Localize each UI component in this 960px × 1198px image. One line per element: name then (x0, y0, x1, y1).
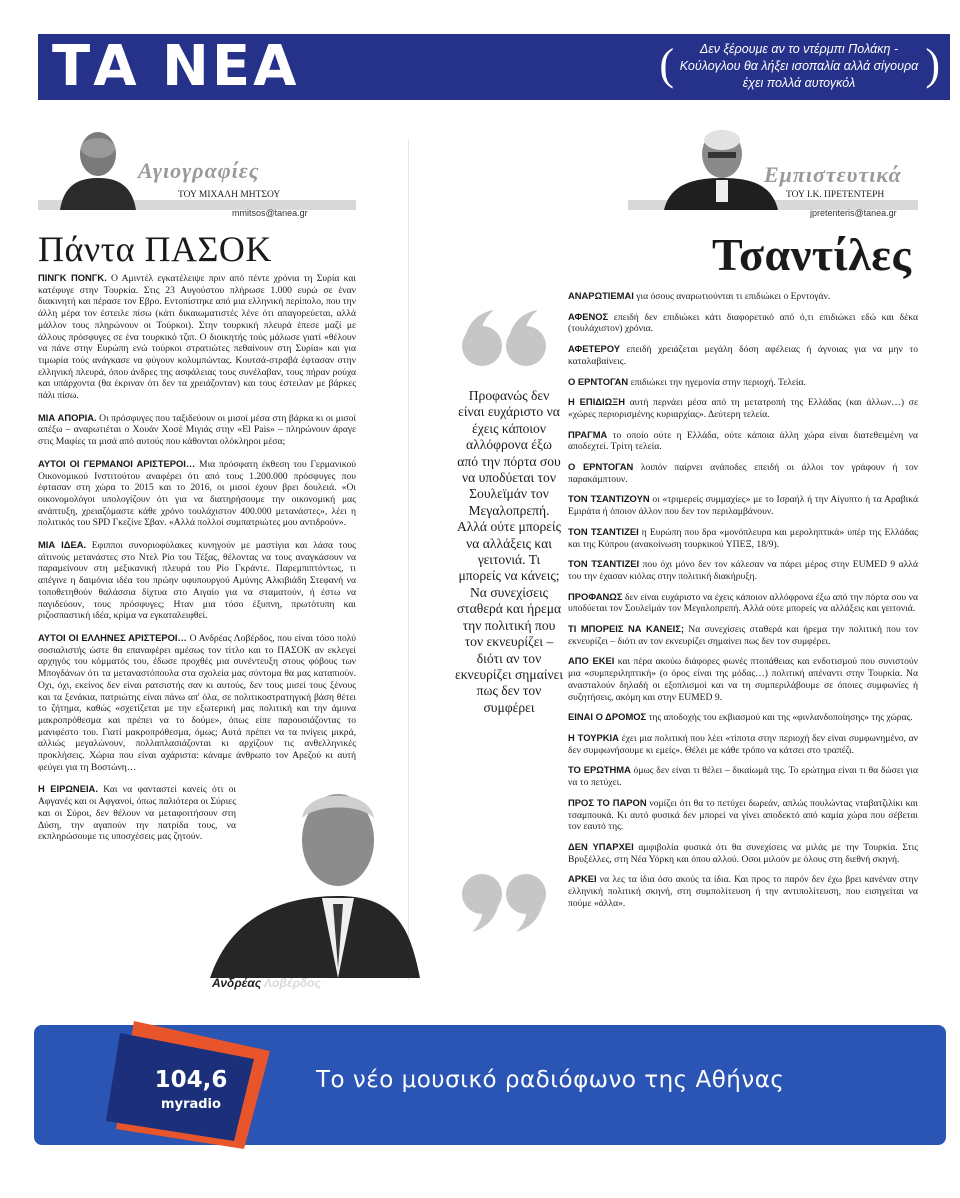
politician-photo (210, 778, 420, 978)
paragraph-text: που όχι μόνο δεν τον κάλεσαν να πάρει μέρος στην EUMED 9 αλλά του την έχασαν κιόλας στην πολιτική διακήρυξη. (568, 559, 918, 582)
right-paragraph (568, 764, 918, 788)
left-paragraph (38, 412, 356, 448)
paragraph-text: αυτή περνάει μέσα από τη μετατροπή της Ελλάδας (και άλλων…) σε «χώρες περιορισμένης κυριαρχίας». Δεύτερη τελεία. (568, 397, 918, 420)
right-paragraph (568, 732, 918, 756)
radio-frequency: 104,6 (154, 1067, 228, 1093)
radio-brand: myradio (161, 1097, 221, 1112)
paragraph-lead: ΔΕΝ ΥΠΑΡΧΕΙ (568, 840, 634, 852)
paragraph-text: και πέρα ακούω διάφορες φωνές πτοπάθειας και ενδοτισμού που συνιστούν μια «συμπεριληπτική» (ο όρος είναι της μόδας…) πολιτική απέναντι στην Τουρκία. Να ανασταλούν δηλαδή οι εξοπλισμοί και να τη συμπεριλάβουμε σε όποιες συμφωνίες ή συζητήσεις, ακόμη και στην EUMED 9. (568, 656, 918, 703)
paragraph-lead: Η ΕΙΡΩΝΕΙΑ. (38, 783, 98, 795)
paragraph-lead: ΑΥΤΟΙ ΟΙ ΓΕΡΜΑΝΟΙ ΑΡΙΣΤΕΡΟΙ… (38, 457, 196, 469)
paragraph-lead: ΑΠΟ ΕΚΕΙ (568, 655, 615, 667)
paragraph-lead: ΠΙΝΓΚ ΠΟΝΓΚ. (38, 272, 107, 283)
paragraph-text: Ο Ανδρέας Λοβέρδος, που είναι τόσο πολύ σοσιαλιστής ώστε θα επαναφέρει αμέσως τον τίτλο και το ΠΑΣΟΚ αν εκλεγεί αρχηγός του κόμματός του, έδωσε προχθές μια συνέντευξη στους φόβους των Μπογδάνων ότι τα μεταναστόπουλα στα σχολεία μας σύντομα θα μας καταπιούν. Οχι, όχι, εκείνος δεν είναι ρατσιστής σαν κι αυτούς, δεν τους μισεί τους ξένους και τα ξενάκια, πατριώτης είναι πάνω απ' όλα, σε πολιτικοστρατηγική βάση θέτει το ζήτημα, καθώς «σχετίζεται με την εξωτερική μας πολιτική και την άμυνα μακροπρόθεσμα και πρέπει να το δούμε», όπως είπε παρουσιάζοντας το μανιφέστο του. Γιατί μακροπρόθεσμα, όμως; Αυτά πρέπει να τα πνίγεις μικρά, αλλιώς μεγαλώνουν, πολλαπλασιάζονται κι αρχίζουν τις ανθελληνικές προκλήσεις. Χώρια που είναι αχάριστα: κάναμε άνθρωπο τον Αρεζού κι αυτή φεύγει για τη Βοστώνη… (38, 632, 356, 773)
masthead-tagline: Δεν ξέρουμε αν το ντέρμπι Πολάκη - Κούλογλου θα λήξει ισοπαλία αλλά σίγουρα έχει πολλά αυτογκόλ (679, 42, 919, 90)
caption-last-name: Λοβέρδος (264, 976, 321, 990)
paragraph-lead: ΑΝΑΡΩΤΙΕΜΑΙ (568, 290, 634, 301)
paragraph-text: το οποίο ούτε η Ελλάδα, ούτε κάποια άλλη χώρα είναι διατεθειμένη να αποδεχτεί. Τρίτη τελεία. (568, 429, 918, 453)
paragraph-text: Μια πρόσφατη έκθεση του Γερμανικού Οικονομικού Ινστιτούτου αναφέρει ότι από τους 1.200.000 πρόσφυγες που έφτασαν στη χώρα το 2015 και το 2016, οι μισοί έχουν βρει δουλειά. «Οι οικονομολόγοι υπολογίζουν ότι για να διατηρήσουμε την οικονομική μας ανάπτυξη, χρειαζόμαστε κάθε χρόνο τουλάχιστον 400.000 μετανάστες», λέει η πολιτικός του SPD Γκεζίνε Σβαν. «Αλλά πολλοί συμπατριώτες μου αντιδρούν». (38, 458, 356, 529)
right-paragraph (568, 343, 918, 367)
left-paragraph (38, 539, 356, 622)
right-article-body (568, 290, 918, 917)
right-paragraph (568, 873, 918, 909)
paragraph-lead: ΠΡΟΦΑΝΩΣ (568, 590, 623, 602)
right-paragraph (568, 429, 918, 453)
paragraph-lead: ΑΦΕΝΟΣ (568, 310, 609, 322)
paragraph-lead: ΑΡΚΕΙ (568, 873, 597, 885)
paragraph-lead: Η ΤΟΥΡΚΙΑ (568, 731, 619, 743)
paragraph-lead: ΕΙΝΑΙ Ο ΔΡΟΜΟΣ (568, 711, 647, 723)
right-paragraph (568, 591, 918, 615)
right-paragraph (568, 623, 918, 647)
left-author: ΤΟΥ ΜΙΧΑΛΗ ΜΗΤΣΟΥ (178, 190, 281, 200)
pull-quote: Προφανώς δεν είναι ευχάριστο να έχεις κάποιον αλλόφρονα έξω από την πόρτα σου να υποδύεται τον Σουλεϊμάν τον Μεγαλοπρεπή. Αλλά ούτε μπορείς να αλλάξεις και γειτονιά. Τι μπορείς να κάνεις; Να συνεχίσεις σταθερά και ήρεμα την πολιτική που τον εκνευρίζει – διότι αν τον εκνευρίζει σημαίνει πως δεν τον συμφέρει (455, 388, 563, 715)
paragraph-text: επειδή χρειάζεται μεγάλη δόση αφέλειας ή άγνοιας για να μην το καταλαβαίνεις. (568, 344, 918, 367)
paragraph-text: Και να φανταστεί κανείς ότι οι Αφγανές και οι Αφγανοί, όπως παλιότερα οι Σύριες και οι Σύροι, δεν θέλουν να μεταφοιτήσουν στη Δύση, την αγαπούν την πατρίδα τους, να εκπληρώσουμε τις υποσχέσεις μας ζητούν. (38, 784, 236, 843)
paragraph-lead: ΤΟΝ ΤΣΑΝΤΙΖΕΙ (568, 525, 639, 537)
left-email: mmitsos@tanea.gr (232, 208, 308, 218)
paragraph-text: δεν είναι ευχάριστο να έχεις κάποιον αλλόφρονα έξω από την πόρτα σου να υποδύεται τον Σουλεϊμάν τον Μεγαλοπρεπή. Αλλά ούτε μπορείς να αλλάξεις και γειτονιά. (568, 591, 918, 615)
paragraph-lead: ΠΡΟΣ ΤΟ ΠΑΡΟΝ (568, 796, 647, 808)
right-paragraph (568, 655, 918, 703)
paragraph-text: αμφιβολία φυσικά ότι θα συνεχίσεις να μιλάς με την Τουρκία. Στις Βρυξέλλες, στη Νέα Υόρκη και όπου αλλού. Οσοι μιλούν με όλους στη διεθνή σκηνή. (568, 841, 918, 865)
paragraph-text: της αποδοχής του εκβιασμού και της «φινλανδοποίησης» της χώρας. (646, 712, 913, 724)
paragraph-lead: ΜΙΑ ΑΠΟΡΙΑ. (38, 411, 97, 423)
left-paragraph (38, 272, 356, 402)
paragraph-text: νομίζει ότι θα το πετύχει δωρεάν, απλώς πουλώντας νταβατζιλίκι και τσαμπουκά. Κι αυτό φυσικά δεν μπορεί να γίνει αποδεκτό από καμία χώρα που σέβεται τον εαυτό της. (568, 797, 918, 833)
paragraph-text: επιδιώκει την ηγεμονία στην περιοχή. Τελεία. (628, 376, 806, 388)
paragraph-lead: ΑΦΕΤΕΡΟΥ (568, 343, 620, 355)
paragraph-lead: ΤΟ ΕΡΩΤΗΜΑ (568, 764, 631, 776)
right-author: ΤΟΥ Ι.Κ. ΠΡΕΤΕΝΤΕΡΗ (786, 190, 885, 200)
paragraph-lead: Ο ΕΡΝΤΟΓΑΝ (568, 375, 629, 387)
radio-banner[interactable] (34, 1025, 946, 1145)
paragraph-text: Οι πρόσφυγες που ταξιδεύουν οι μισοί μέσα στη βάρκα κι οι μισοί απέξω – αναρωτιέται ο Χουάν Χοσέ Μιγιάς στην «El Pais» – πληρώνουν άραγε στις Μαφίες τα μισά από αυτούς που κάθονται ολόκληροι μέσα; (38, 412, 356, 448)
paragraph-lead: ΠΡΑΓΜΑ (568, 428, 608, 440)
left-headline: Πάντα ΠΑΣΟΚ (38, 229, 272, 269)
paragraph-text: Εφιπποι συνοριοφύλακες κυνηγούν με μαστίγια και λάσα τους αϊτινούς μετανάστες στο Ντελ Ρίο του Τέξας, θέλοντας να τους αναγκάσουν να παραμείνουν στη μεξικανική πλευρά του Ρίο Γκράντε. Παρεμπιπτόντως, τι απέγινε η δαιμόνια ιδέα του πρώην υφυπουργού Αμύνης Αλκιβιάδη Στεφανή να τοποθετηθούν θαλάσσια δίχτυα στο Αιγαίο για να σταματούν, ή έστω να παγιδεύουν, τους πρόσφυγες; Ηταν μια τόσο έξυπνη, πρωτότυπη και ριζοσπαστική ιδέα, κρίμα να εγκαταλειφθεί. (38, 540, 356, 622)
right-paragraph (568, 461, 918, 485)
paragraph-text: οι «τριμερείς συμμαχίες» με το Ισραήλ ή την Αίγυπτο ή τα Αραβικά Εμιράτα ή όποιον άλλον που δεν τον περιλαμβάνουν. (568, 494, 919, 518)
paragraph-lead: ΜΙΑ ΙΔΕΑ. (38, 539, 87, 551)
author-portrait-left (52, 118, 144, 210)
paragraph-lead: ΤΟΝ ΤΣΑΝΤΙΖΟΥΝ (568, 493, 650, 505)
photo-caption (212, 976, 321, 990)
left-paragraph (38, 458, 356, 529)
right-headline: Τσαντίλες (712, 229, 912, 280)
left-column-head (38, 118, 356, 210)
paragraph-text: η Ευρώπη που δρα «μονόπλευρα και μεροληπτικά» υπέρ της Ελλάδας και της Κύπρου (ανακοίνωση τουρκικού ΥΠΕΞ, 18/9). (568, 526, 918, 550)
paragraph-lead: ΤΙ ΜΠΟΡΕΙΣ ΝΑ ΚΑΝΕΙΣ; (568, 623, 684, 635)
right-paragraph (568, 797, 918, 833)
right-paragraph (568, 841, 918, 865)
right-email: jpretenteris@tanea.gr (810, 208, 897, 218)
right-paragraph (568, 290, 918, 303)
paragraph-text: Ο Αμιντέλ εγκατέλειψε πριν από πέντε χρόνια τη Συρία και κατέφυγε στην Τουρκία. Στις 23 Αυγούστου πλήρωσε 1.000 ευρώ σε έναν διακινητή και πέρασε τον Εβρο. Εντοπίστηκε από μια ελληνική περίπολο, που την άλλη μέρα τον έστειλε πίσω (κάτι δικαιωματιστές λένε ότι απαγορεύεται, αλλά μάλλον τους πληρώνουν οι Τούρκοι). Στην τουρκική πλευρά έπεσε μαζί με άλλους πρόσφυγες σε ένα τουρκικό τζιπ. Ο διοικητής τούς μάλωσε γιατί «θέλουν να πάνε στην Ευρώπη ενώ τούρκοι στρατιώτες πεθαίνουν στη Συρία» και για τιμωρία τούς ανάγκασε να φύγουν κολυμπώντας. Κουτσά-στραβά έφτασαν στην ελληνική πλευρά, όπου άνδρες της ασφάλειας τους συνέλαβαν, τους πήραν ρούχα και υπάρχοντα (θα έκριναν ότι δεν τα χρειάζονταν) και τους έστειλαν με βάρκες πάλι πίσω. (38, 273, 357, 402)
left-paragraph (38, 632, 356, 773)
masthead (38, 34, 950, 100)
tagline-open-paren: ( (659, 40, 674, 89)
right-paragraph (568, 493, 918, 517)
right-paragraph (568, 558, 918, 582)
left-column-title: Αγιογραφίες (138, 158, 260, 183)
paragraph-text: όμως δεν είναι τι θέλει – δικαίωμά της. Το ερώτημα είναι τι θα δώσει για να το πετύχει. (568, 765, 918, 789)
paragraph-lead: Ο ΕΡΝΤΟΓΑΝ (568, 461, 634, 473)
right-paragraph (568, 311, 918, 335)
paragraph-lead: ΑΥΤΟΙ ΟΙ ΕΛΛΗΝΕΣ ΑΡΙΣΤΕΡΟΙ… (38, 631, 187, 643)
paragraph-lead: Η ΕΠΙΔΙΩΞΗ (568, 396, 625, 408)
radio-slogan: Το νέο μουσικό ραδιόφωνο της Αθήνας (316, 1067, 785, 1093)
right-paragraph (568, 526, 918, 550)
paragraph-text: έχει μια πολιτική που λέει «τίποτα στην περιοχή δεν είναι συμφωνημένο, αν δεν συμφωνήσουμε κι εμείς». Θέλει με κάθε τρόπο να κάτσει στο τραπέζι. (568, 732, 918, 756)
paragraph-text: για όσους αναρωτιούνται τι επιδιώκει ο Ερντογάν. (633, 291, 831, 302)
right-paragraph (568, 396, 918, 420)
paragraph-text: επειδή δεν επιδιώκει κάτι διαφορετικό από ό,τι επιδιώκει εδώ και δέκα (τουλάχιστον) χρόνια. (568, 311, 918, 335)
right-paragraph (568, 376, 918, 389)
paragraph-text: Να συνεχίσεις σταθερά και ήρεμα την πολιτική που τον εκνευρίζει – διότι αν τον εκνευρίζει σημαίνει πως δεν τον συμφέρει. (568, 624, 918, 647)
paragraph-text: να λες τα ίδια όσο ακούς τα ίδια. Και προς το παρόν δεν έχω βρει κανέναν στην ελληνική πολιτική σκηνή, στη συμπολίτευση ή την αντιπολίτευση, που εισηγείται να πούμε «άλλα». (568, 874, 918, 909)
right-column-title: Εμπιστευτικά (764, 162, 902, 187)
close-quote-icon (460, 870, 548, 934)
open-quote-icon (460, 306, 548, 370)
caption-first-name: Ανδρέας (212, 976, 262, 990)
paragraph-text: λοιπόν παίρνει ανάποδες επειδή οι άλλοι τον γράφουν ή τον παρακάμπτουν. (568, 462, 918, 485)
paragraph-lead: ΤΟΝ ΤΣΑΝΤΙΖΕΙ (568, 558, 640, 570)
right-paragraph (568, 711, 918, 724)
newspaper-logo: ΤΑ ΝΕΑ (52, 34, 300, 99)
tagline-close-paren: ) (925, 40, 940, 89)
left-article-body (38, 272, 356, 853)
right-column-head (628, 118, 918, 210)
